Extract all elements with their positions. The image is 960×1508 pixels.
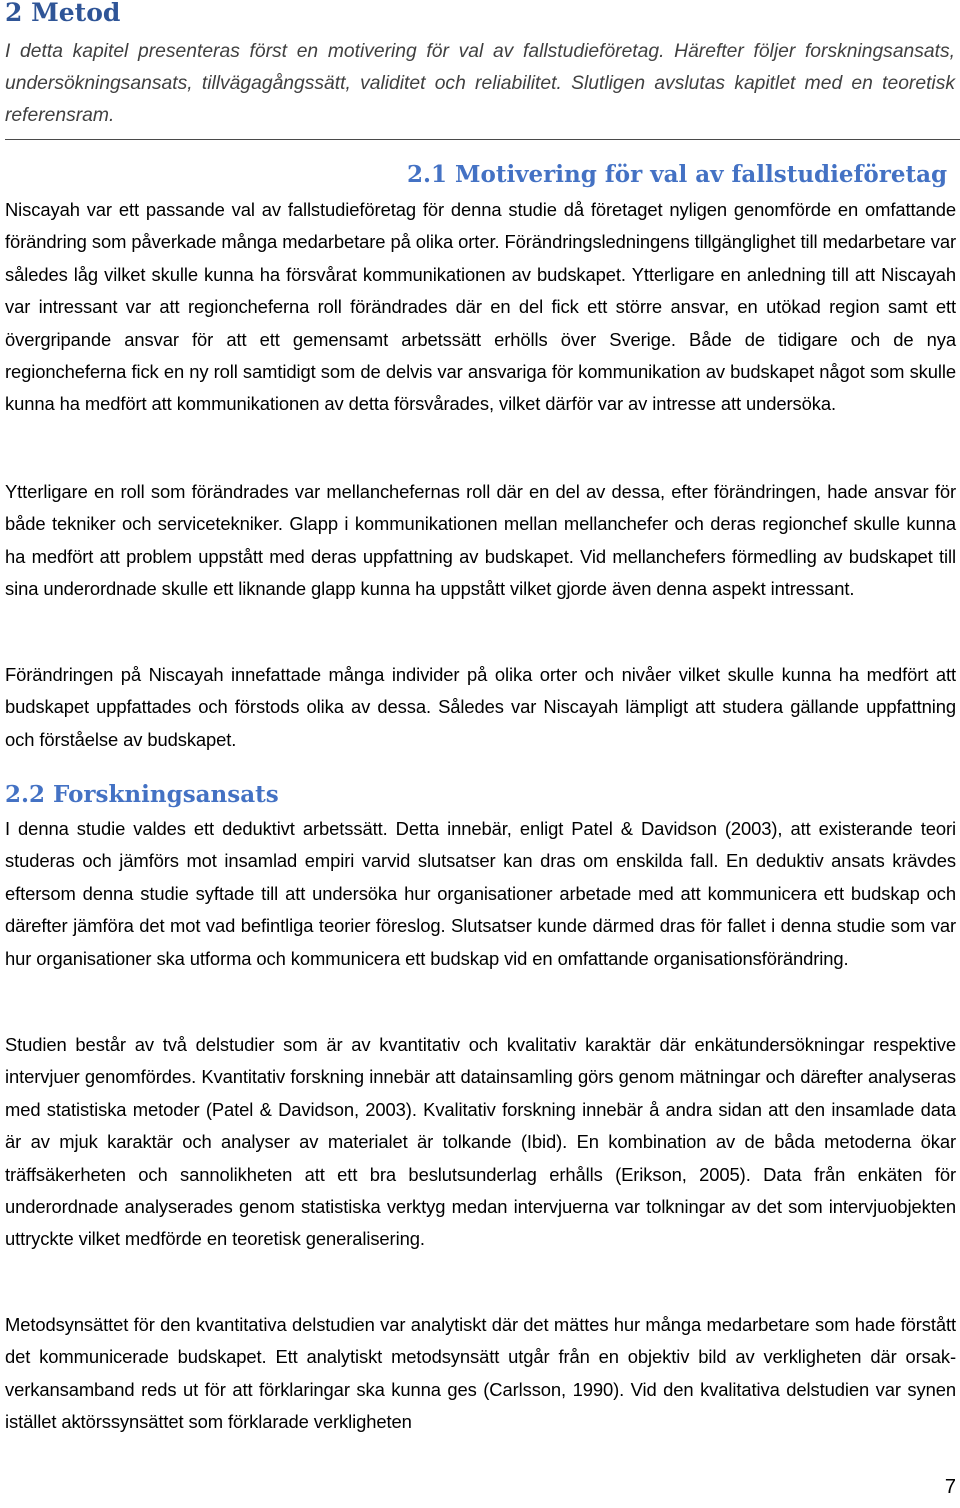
- heading-divider: [5, 139, 960, 140]
- chapter-intro: I detta kapitel presenteras först en motivering för val av fallstudieföretag. Härefter följer forskningsansats, undersökningsansats, tillvägagångssätt, validitet och reliabilitet. Slutligen avslutas kapitlet med en teoretisk referensram.: [5, 41, 955, 126]
- section-2-1-paragraph-1: Niscayah var ett passande val av fallstudieföretag för denna studie då företaget nyligen genomförde en omfattande förändring som påverkade många medarbetare på olika orter. Förändringsledningens tillgänglighet till medarbetare var således låg vilket skulle kunna ha försvårat kommunikationen av budskapet. Ytterligare en anledning till att Niscayah var intressant var att regioncheferna roll förändrades där en del fick ett större ansvar, en utökad region samt ett övergripande ansvar för att ett gemensamt arbetssätt erhölls över Sverige. Både de tidigare och de nya regioncheferna fick en ny roll samtidigt som de delvis var ansvariga för kommunikation av budskapet något som skulle kunna ha medfört att kommunikationen av detta försvårades, vilket därför var av intresse att undersöka.: [5, 199, 956, 415]
- section-2-1-paragraph-2: Ytterligare en roll som förändrades var mellanchefernas roll där en del av dessa, efter förändringen, hade ansvar för både tekniker och servicetekniker. Glapp i kommunikationen mellan mellanchefer och deras regionchef skulle kunna ha medfört att problem uppstått med deras uppfattning av budskapet. Vid mellanchefers förmedling av budskapet till sina underordnade skulle ett liknande glapp kunna ha uppstått vilket gjorde även denna aspekt intressant.: [5, 481, 956, 600]
- section-2-1-paragraph-3: Förändringen på Niscayah innefattade många individer på olika orter och nivåer vilket skulle kunna ha medfört att budskapet uppfattades och förstods olika av dessa. Således var Niscayah lämpligt att studera gällande uppfattning och förståelse av budskapet.: [5, 664, 956, 750]
- chapter-title: 2 Metod: [5, 0, 121, 27]
- section-2-1-title: 2.1 Motivering för val av fallstudieföretag: [407, 161, 948, 188]
- section-2-2-paragraph-1: I denna studie valdes ett deduktivt arbetssätt. Detta innebär, enligt Patel & Davidson (2003), att existerande teori studeras och jämförs mot insamlad empiri varvid slutsatser kan dras om enskilda fall. En deduktiv ansats krävdes eftersom denna studie syftade till att undersöka hur organisationer arbetade med att kommunicera ett budskap och därefter jämföra det mot vad befintliga teorier föreslog. Slutsatser kunde därmed dras för fallet i denna studie som var hur organisationer ska utforma och kommunicera ett budskap vid en omfattande organisationsförändring.: [5, 818, 956, 969]
- section-2-2-paragraph-3: Metodsynsättet för den kvantitativa delstudien var analytiskt där det mättes hur många medarbetare som hade förstått det kommunicerade budskapet. Ett analytiskt metodsynsätt utgår från en objektiv bild av verkligheten där orsak-verkansamband reds ut för att förklaringar ska kunna ges (Carlsson, 1990). Vid den kvalitativa delstudien var synen istället aktörssynsättet som förklarade verkligheten: [5, 1314, 956, 1433]
- page-number: 7: [944, 1476, 956, 1498]
- section-2-2-paragraph-2: Studien består av två delstudier som är av kvantitativ och kvalitativ karaktär där enkätundersökningar respektive intervjuer genomfördes. Kvantitativ forskning innebär att datainsamling görs genom mätningar och därefter analyseras med statistiska metoder (Patel & Davidson, 2003). Kvalitativ forskning innebär å andra sidan att den insamlade data är av mjuk karaktär och analyser av materialet är tolkande (Ibid). En kombination av de båda metoderna ökar träffsäkerheten och sannolikheten att ett bra beslutsunderlag erhålls (Erikson, 2005). Data från enkäten för underordnade analyserades genom statistiska verktyg medan intervjuerna var tolkningar av det som intervjuobjekten uttryckte vilket medförde en teoretisk generalisering.: [5, 1034, 956, 1250]
- section-2-2-title: 2.2 Forskningsansats: [5, 781, 279, 808]
